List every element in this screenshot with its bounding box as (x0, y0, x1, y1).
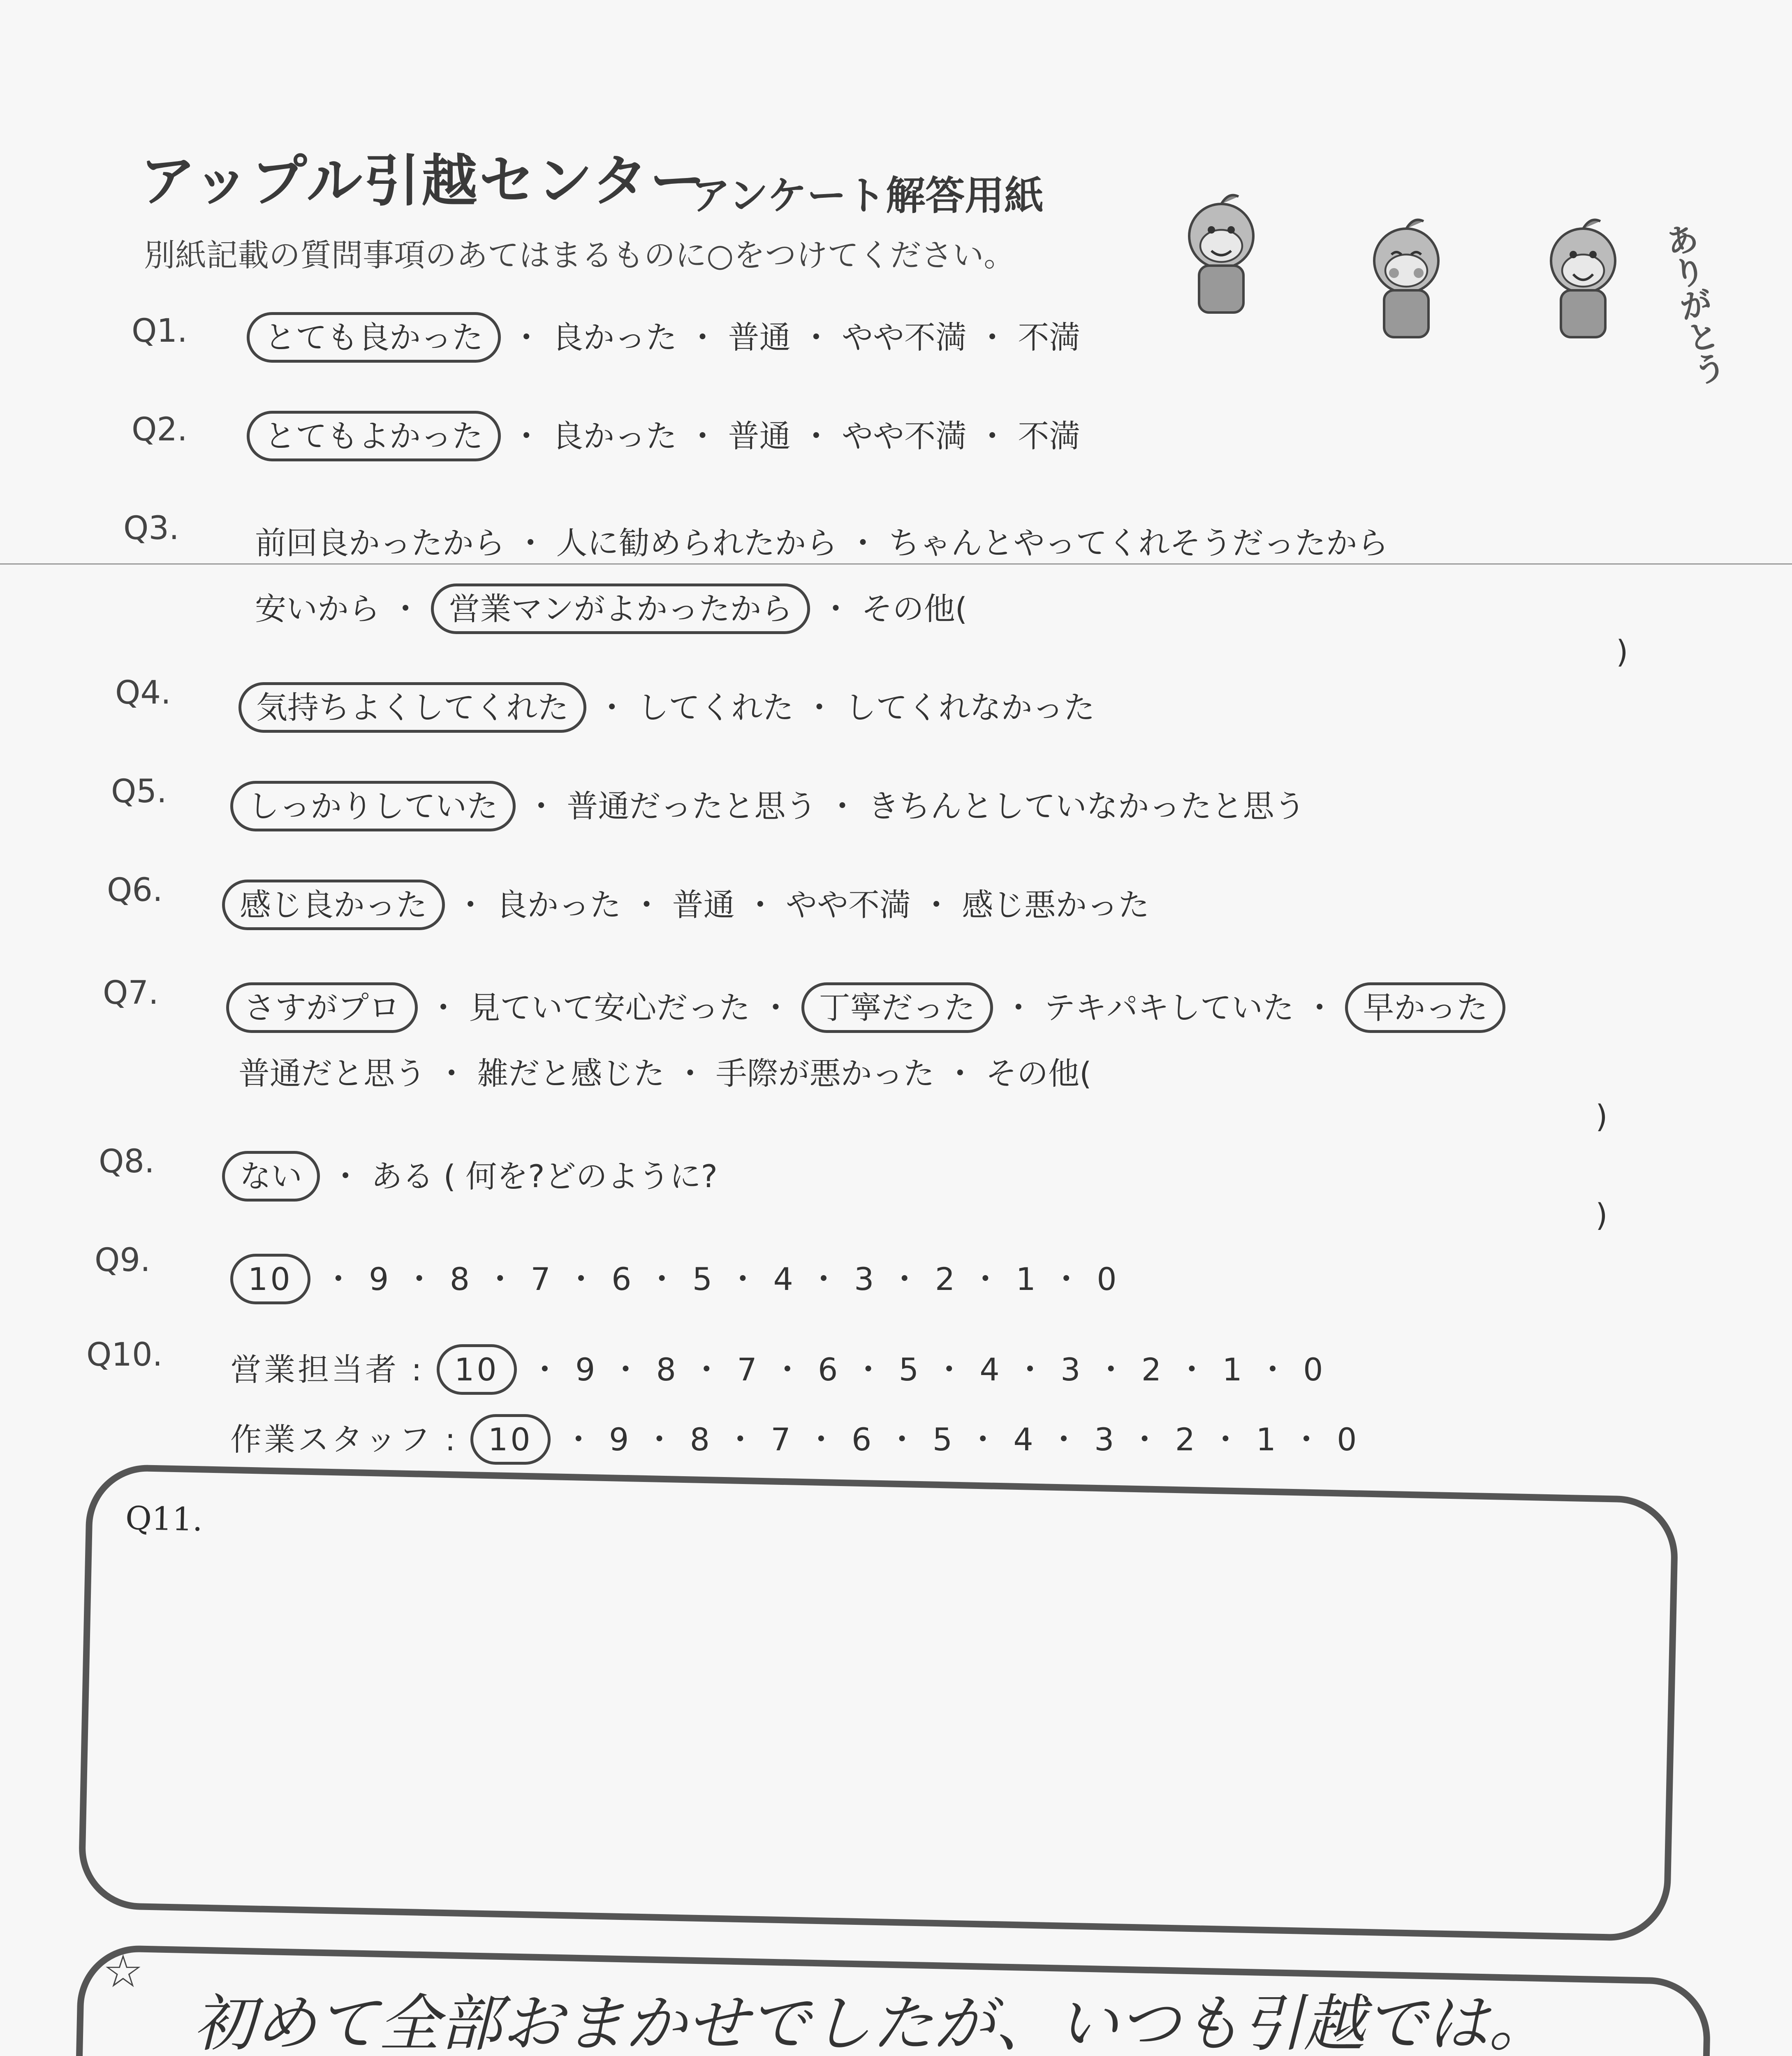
q10-sales-score[interactable]: 0 (1303, 1351, 1326, 1388)
q9-score[interactable]: 9 (369, 1261, 391, 1297)
q5-number: Q5. (111, 773, 167, 810)
star-icon: ☆ (103, 1945, 144, 1998)
q2-option[interactable]: 良かった (552, 418, 677, 454)
q2-option-selected[interactable]: とてもよかった (247, 411, 501, 461)
q9-score[interactable]: 0 (1097, 1261, 1119, 1297)
q7-option[interactable]: 雑だと感じた (477, 1055, 665, 1092)
q9-score[interactable]: 1 (1016, 1261, 1038, 1297)
q6-option[interactable]: 良かった (496, 887, 621, 923)
q3-option[interactable]: ちゃんとやってくれそうだったから (888, 525, 1389, 561)
q2-number: Q2. (132, 411, 188, 448)
q10-staff-score[interactable]: 7 (771, 1421, 793, 1458)
q7-options-line1: さすがプロ ・ 見ていて安心だった ・ 丁寧だった ・ テキパキしていた ・ 早かった (226, 983, 1505, 1028)
q7-option[interactable]: テキパキしていた (1044, 989, 1294, 1026)
q2-option[interactable]: 普通 (728, 418, 791, 454)
scan-line (0, 563, 1792, 565)
q3-options-line1: 前回良かったから ・ 人に勧められたから ・ ちゃんとやってくれそうだったから (255, 525, 1389, 561)
q10-staff-score[interactable]: 5 (932, 1421, 955, 1458)
q10-sales-score[interactable]: 5 (898, 1351, 921, 1388)
q1-option[interactable]: 不満 (1018, 319, 1081, 356)
q10-staff-score[interactable]: 1 (1256, 1421, 1278, 1458)
q10-sales-label: 営業担当者 : (230, 1351, 424, 1388)
q3-number: Q3. (123, 510, 179, 547)
q10-sales-score[interactable]: 9 (575, 1351, 598, 1388)
q9-score[interactable]: 8 (449, 1261, 472, 1297)
q10-staff-score[interactable]: 0 (1337, 1421, 1359, 1458)
q7-options-line2: 普通だと思う ・ 雑だと感じた ・ 手際が悪かった ・ その他( (238, 1055, 1092, 1092)
q8-options: ない ・ ある ( 何を?どのように? (222, 1151, 718, 1196)
q6-option-selected[interactable]: 感じ良かった (222, 880, 445, 930)
q7-option[interactable]: その他( (985, 1055, 1092, 1092)
q8-option-selected[interactable]: ない (222, 1151, 320, 1202)
q3-options-line2: 安いから ・ 営業マンがよかったから ・ その他( (255, 584, 967, 629)
q7-close-paren: ) (1595, 1098, 1608, 1135)
q10-sales-score[interactable]: 7 (737, 1351, 759, 1388)
q8-option[interactable]: ある ( 何を?どのように? (371, 1158, 718, 1195)
monkey-mascot-icon (1521, 214, 1645, 350)
q1-option[interactable]: 普通 (728, 319, 791, 356)
q7-option[interactable]: 普通だと思う (238, 1055, 426, 1092)
q1-options: とても良かった ・ 良かった ・ 普通 ・ やや不満 ・ 不満 (247, 313, 1080, 357)
q7-option-selected[interactable]: 早かった (1345, 982, 1505, 1033)
q4-number: Q4. (115, 674, 171, 711)
form-title: アンケート解答用紙 (691, 173, 1044, 219)
q6-option[interactable]: 普通 (672, 887, 735, 923)
q8-number: Q8. (99, 1143, 155, 1180)
q10-staff-scale: 作業スタッフ : 10 ・ 9 ・ 8 ・ 7 ・ 6 ・ 5 ・ 4 ・ 3 ・ 2 ・ 1 ・ 0 (230, 1415, 1359, 1459)
q9-score[interactable]: 3 (854, 1261, 877, 1297)
q9-score[interactable]: 2 (935, 1261, 958, 1297)
q10-staff-label: 作業スタッフ : (230, 1421, 458, 1458)
q1-option-selected[interactable]: とても良かった (247, 312, 501, 363)
q9-score[interactable]: 4 (773, 1261, 796, 1297)
thanks-text: ありがとう (1657, 220, 1729, 389)
q3-close-paren: ) (1616, 633, 1628, 670)
q9-scale: 10 ・ 9 ・ 8 ・ 7 ・ 6 ・ 5 ・ 4 ・ 3 ・ 2 ・ 1 ・ 0 (230, 1254, 1119, 1299)
q9-score[interactable]: 7 (530, 1261, 553, 1297)
q10-staff-score[interactable]: 4 (1013, 1421, 1036, 1458)
q1-number: Q1. (132, 313, 188, 350)
q9-score[interactable]: 6 (611, 1261, 634, 1297)
instruction-text: 別紙記載の質問事項のあてはまるものに○をつけてください。 (144, 237, 1015, 273)
q10-staff-score[interactable]: 3 (1094, 1421, 1117, 1458)
q3-option[interactable]: 前回良かったから (255, 525, 505, 561)
company-name: アップル引越センター (140, 149, 707, 214)
q7-number: Q7. (103, 975, 159, 1012)
q5-option[interactable]: 普通だったと思う (567, 788, 817, 824)
q10-sales-score[interactable]: 6 (818, 1351, 840, 1388)
q5-option-selected[interactable]: しっかりしていた (230, 781, 516, 831)
q10-sales-score[interactable]: 1 (1222, 1351, 1245, 1388)
q6-options: 感じ良かった ・ 良かった ・ 普通 ・ やや不満 ・ 感じ悪かった (222, 880, 1149, 925)
q6-option[interactable]: 感じ悪かった (962, 887, 1150, 923)
q2-option[interactable]: 不満 (1018, 418, 1081, 454)
q7-option[interactable]: 見ていて安心だった (469, 989, 750, 1026)
q10-number: Q10. (86, 1336, 163, 1373)
q1-option[interactable]: やや不満 (841, 319, 967, 356)
q1-option[interactable]: 良かった (552, 319, 677, 356)
q2-option[interactable]: やや不満 (841, 418, 967, 454)
q10-sales-score[interactable]: 3 (1060, 1351, 1083, 1388)
q3-option[interactable]: その他( (861, 590, 968, 627)
q9-score-selected[interactable]: 10 (230, 1254, 310, 1304)
q4-option-selected[interactable]: 気持ちよくしてくれた (238, 682, 586, 733)
q9-number: Q9. (95, 1242, 150, 1279)
q10-sales-score[interactable]: 2 (1141, 1351, 1164, 1388)
q4-options: 気持ちよくしてくれた ・ してくれた ・ してくれなかった (238, 683, 1095, 727)
q9-score[interactable]: 5 (692, 1261, 715, 1297)
q4-option[interactable]: してくれなかった (845, 689, 1095, 726)
q3-option[interactable]: 安いから (255, 590, 380, 627)
q10-staff-score[interactable]: 2 (1175, 1421, 1198, 1458)
q7-option-selected[interactable]: 丁寧だった (801, 982, 993, 1033)
q6-number: Q6. (107, 872, 163, 909)
q7-option-selected[interactable]: さすがプロ (226, 982, 418, 1033)
comment-line-1: 初めて全部おまかせでしたが、いつも引越では。 (193, 1988, 1551, 2056)
q6-option[interactable]: やや不満 (785, 887, 911, 923)
q10-sales-score-selected[interactable]: 10 (437, 1344, 517, 1395)
q7-option[interactable]: 手際が悪かった (715, 1055, 935, 1092)
q10-sales-score[interactable]: 4 (979, 1351, 1002, 1388)
q4-option[interactable]: してくれた (637, 689, 794, 726)
monkey-mascot-icon (1160, 189, 1283, 325)
q10-staff-score[interactable]: 8 (690, 1421, 713, 1458)
q5-options: しっかりしていた ・ 普通だったと思う ・ きちんとしていなかったと思う (230, 781, 1306, 826)
q5-option[interactable]: きちんとしていなかったと思う (868, 788, 1306, 824)
q10-sales-scale: 営業担当者 : 10 ・ 9 ・ 8 ・ 7 ・ 6 ・ 5 ・ 4 ・ 3 ・ 2 ・ 1 ・ 0 (230, 1345, 1326, 1389)
monkey-mascot-icon (1345, 214, 1468, 350)
q10-sales-score[interactable]: 8 (656, 1351, 679, 1388)
q2-options: とてもよかった ・ 良かった ・ 普通 ・ やや不満 ・ 不満 (247, 411, 1080, 456)
q10-staff-score[interactable]: 9 (609, 1421, 632, 1458)
q8-close-paren: ) (1595, 1197, 1608, 1233)
q11-label: Q11. (125, 1500, 203, 1539)
q3-option[interactable]: 人に勧められたから (556, 525, 838, 561)
q10-staff-score[interactable]: 6 (852, 1421, 874, 1458)
q11-box[interactable] (78, 1464, 1679, 1942)
q3-option-selected[interactable]: 営業マンがよかったから (431, 583, 810, 634)
q10-staff-score-selected[interactable]: 10 (470, 1414, 551, 1465)
